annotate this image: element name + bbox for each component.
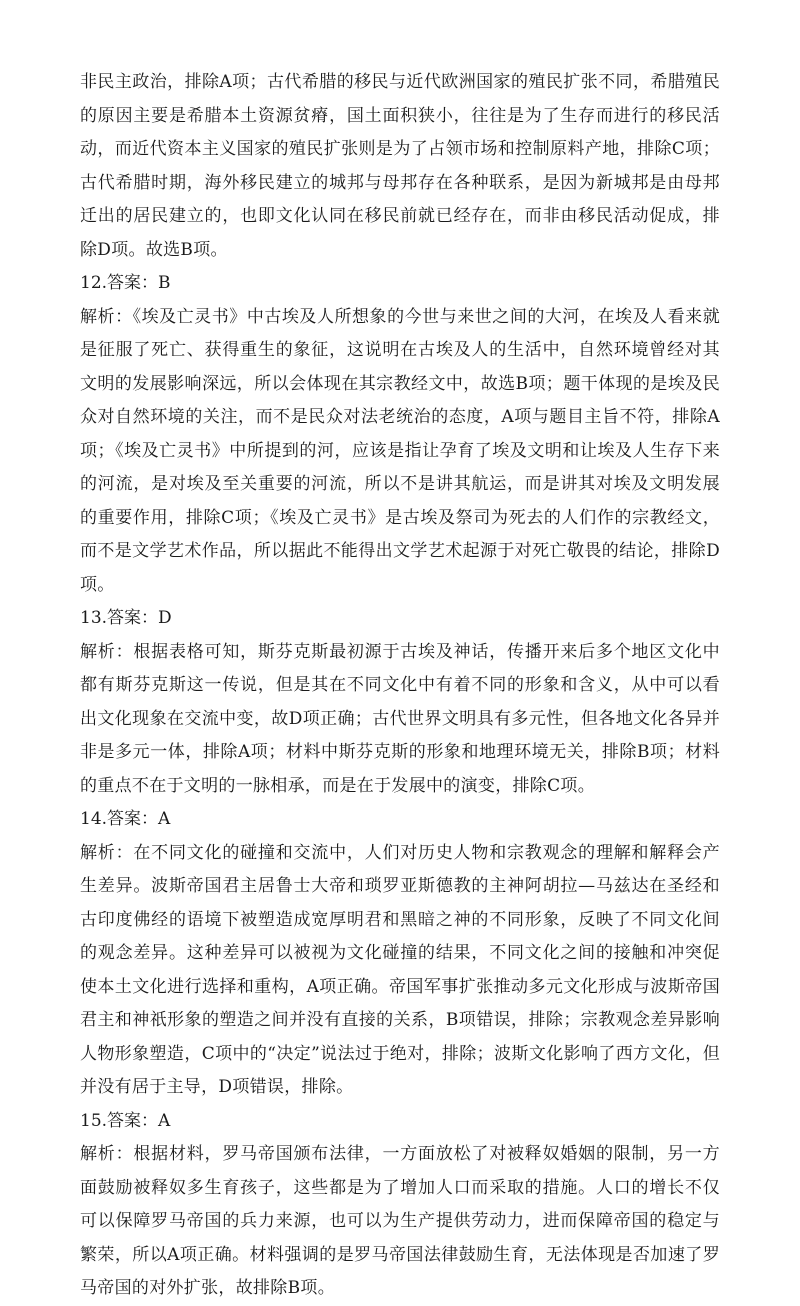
analysis-paragraph-14: 解析：在不同文化的碰撞和交流中，人们对历史人物和宗教观念的理解和解释会产生差异。波斯帝国君主居鲁士大帝和琐罗亚斯德教的主神阿胡拉—马兹达在圣经和古印度佛经的语境下被塑造成宽厚明君和黑暗之神的不同形象，反映了不同文化间的观念差异。这种差异可以被视为文化碰撞的结果，不同文化之间的接触和冲突促使本土文化进行选择和重构，A项正确。帝国军事扩张推动多元文化形成与波斯帝国君主和神祇形象的塑造之间并没有直接的关系，B项错误，排除；宗教观念差异影响人物形象塑造，C项中的“决定”说法过于绝对，排除；波斯文化影响了西方文化，但并没有居于主导，D项错误，排除。 (80, 842, 720, 1097)
analysis-paragraph-13: 解析：根据表格可知，斯芬克斯最初源于古埃及神话，传播开来后多个地区文化中都有斯芬克斯这一传说，但是其在不同文化中有着不同的形象和含义，从中可以看出文化现象在交流中变，故D项正确；古代世界文明具有多元性，但各地文化各异并非是多元一体，排除A项；材料中斯芬克斯的形象和地理环境无关，排除B项；材料的重点不在于文明的一脉相承，而是在于发展中的演变，排除C项。 (80, 641, 720, 796)
paragraph-q11-continuation: 非民主政治，排除A项；古代希腊的移民与近代欧洲国家的殖民扩张不同，希腊殖民的原因主要是希腊本土资源贫瘠，国土面积狭小，往往是为了生存而进行的移民活动，而近代资本主义国家的殖民扩张则是为了占领市场和控制原料产地，排除C项；古代希腊时期，海外移民建立的城邦与母邦存在各种联系，是因为新城邦是由母邦迁出的居民建立的，也即文化认同在移民前就已经存在，而非由移民活动促成，排除D项。故选B项。 (80, 72, 720, 260)
answer-heading-15: 15.答案：A (80, 1110, 171, 1131)
answer-heading-14: 14.答案：A (80, 809, 171, 829)
analysis-paragraph-15: 解析：根据材料，罗马帝国颁布法律，一方面放松了对被释奴婚姻的限制，另一方面鼓励被释奴多生育孩子，这些都是为了增加人口而采取的措施。人口的增长不仅可以保障罗马帝国的兵力来源，也可以为生产提供劳动力，进而保障帝国的稳定与繁荣，所以A项正确。材料强调的是罗马帝国法律鼓励生育，无法体现是否加速了罗马帝国的对外扩张，故排除B项。 (80, 1144, 720, 1298)
analysis-paragraph-12: 解析：《埃及亡灵书》中古埃及人所想象的今世与来世之间的大河，在埃及人看来就是征服了死亡、获得重生的象征，这说明在古埃及人的生活中，自然环境曾经对其文明的发展影响深远，所以会体现在其宗教经文中，故选B项；题干体现的是埃及民众对自然环境的关注，而不是民众对法老统治的态度，A项与题目主旨不符，排除A项；《埃及亡灵书》中所提到的河，应该是指让孕育了埃及文明和让埃及人生存下来的河流，是对埃及至关重要的河流，所以不是讲其航运，而是讲其对埃及文明发展的重要作用，排除C项；《埃及亡灵书》是古埃及祭司为死去的人们作的宗教经文，而不是文学艺术作品，所以据此不能得出文学艺术起源于对死亡敬畏的结论，排除D项。 (80, 306, 720, 595)
answer-heading-13: 13.答案：D (80, 608, 172, 628)
answer-heading-12: 12.答案：B (80, 273, 171, 293)
